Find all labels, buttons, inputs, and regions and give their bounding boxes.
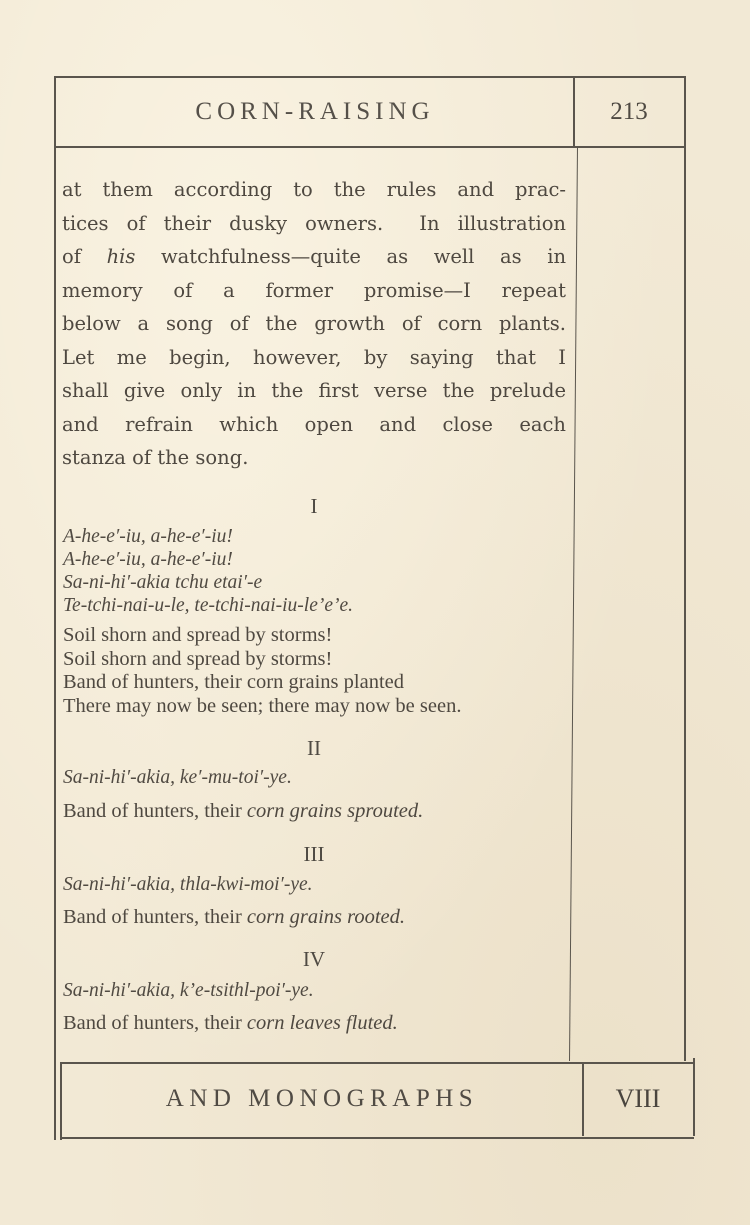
english-verse-line	[63, 906, 405, 929]
paragraph-line: at them according to the rules and prac-	[62, 178, 566, 201]
english-verse-line	[63, 1012, 398, 1035]
english-verse-line: Band of hunters, their corn grains planted	[63, 671, 405, 693]
volume-number: VIII	[615, 1084, 661, 1113]
paragraph-line: Let me begin, however, by saying that I	[62, 345, 566, 369]
running-head-title: CORN-RAISING	[195, 98, 435, 125]
verse-text: Band of hunters, their	[63, 800, 247, 822]
prose-paragraph	[62, 173, 566, 475]
native-verse-line: A-he-e′-iu, a-he-e′-iu!	[63, 549, 233, 570]
paragraph-line: shall give only in the first verse the prelude	[62, 379, 566, 402]
native-verse-line: Te-tchi-nai-u-le, te-tchi-nai-iu-le’e’e.	[63, 595, 354, 616]
native-verse-line: Sa-ni-hi′-akia, k’e-tsithl-poi′-ye.	[63, 980, 314, 1001]
frame-bottom-rule	[60, 1137, 694, 1139]
paragraph-line: stanza of the song.	[62, 446, 249, 469]
verse-emphasis: corn grains rooted.	[246, 906, 406, 928]
paragraph-text: of	[62, 245, 107, 268]
paragraph-line: and refrain which open and close each	[62, 412, 566, 436]
stanza-number: II	[307, 736, 321, 760]
verse-emphasis: corn leaves fluted.	[246, 1012, 398, 1034]
english-verse-line: Soil shorn and spread by storms!	[63, 624, 333, 646]
frame-left-rule	[54, 76, 56, 1140]
footer-right-rule	[693, 1058, 695, 1136]
page-number: 213	[610, 98, 648, 125]
verse-emphasis: corn grains sprouted.	[246, 800, 424, 822]
series-title: AND MONOGRAPHS	[165, 1085, 479, 1112]
native-verse-line: A-he-e′-iu, a-he-e′-iu!	[63, 526, 233, 547]
paragraph-line: below a song of the growth of corn plants.	[62, 312, 566, 335]
english-verse-line: Soil shorn and spread by storms!	[63, 648, 333, 670]
native-verse-line: Sa-ni-hi′-akia, thla-kwi-moi′-ye.	[63, 874, 313, 895]
paragraph-line: tices of their dusky owners. In illustration	[62, 211, 566, 235]
paragraph-line	[62, 240, 566, 274]
stanza-number: III	[303, 842, 325, 866]
header-bottom-rule	[54, 146, 686, 148]
verse-text: Band of hunters, their	[63, 906, 247, 928]
native-verse-line: Sa-ni-hi′-akia, ke′-mu-toi′-ye.	[63, 767, 292, 788]
verse-text: Band of hunters, their	[63, 1012, 247, 1034]
english-verse-line: There may now be seen; there may now be seen.	[63, 695, 462, 717]
emphasis-his: his	[106, 245, 136, 268]
english-verse-line	[63, 800, 423, 823]
paragraph-line: memory of a former promise—I repeat	[62, 278, 566, 302]
frame-right-rule-upper	[684, 76, 686, 1061]
paragraph-text: watchfulness—quite as well as in	[135, 245, 567, 268]
stanza-number: IV	[302, 947, 326, 971]
stanza-number: I	[310, 494, 318, 518]
native-verse-line: Sa-ni-hi′-akia tchu etai′-e	[63, 572, 263, 593]
margin-column-rule	[569, 146, 578, 1061]
